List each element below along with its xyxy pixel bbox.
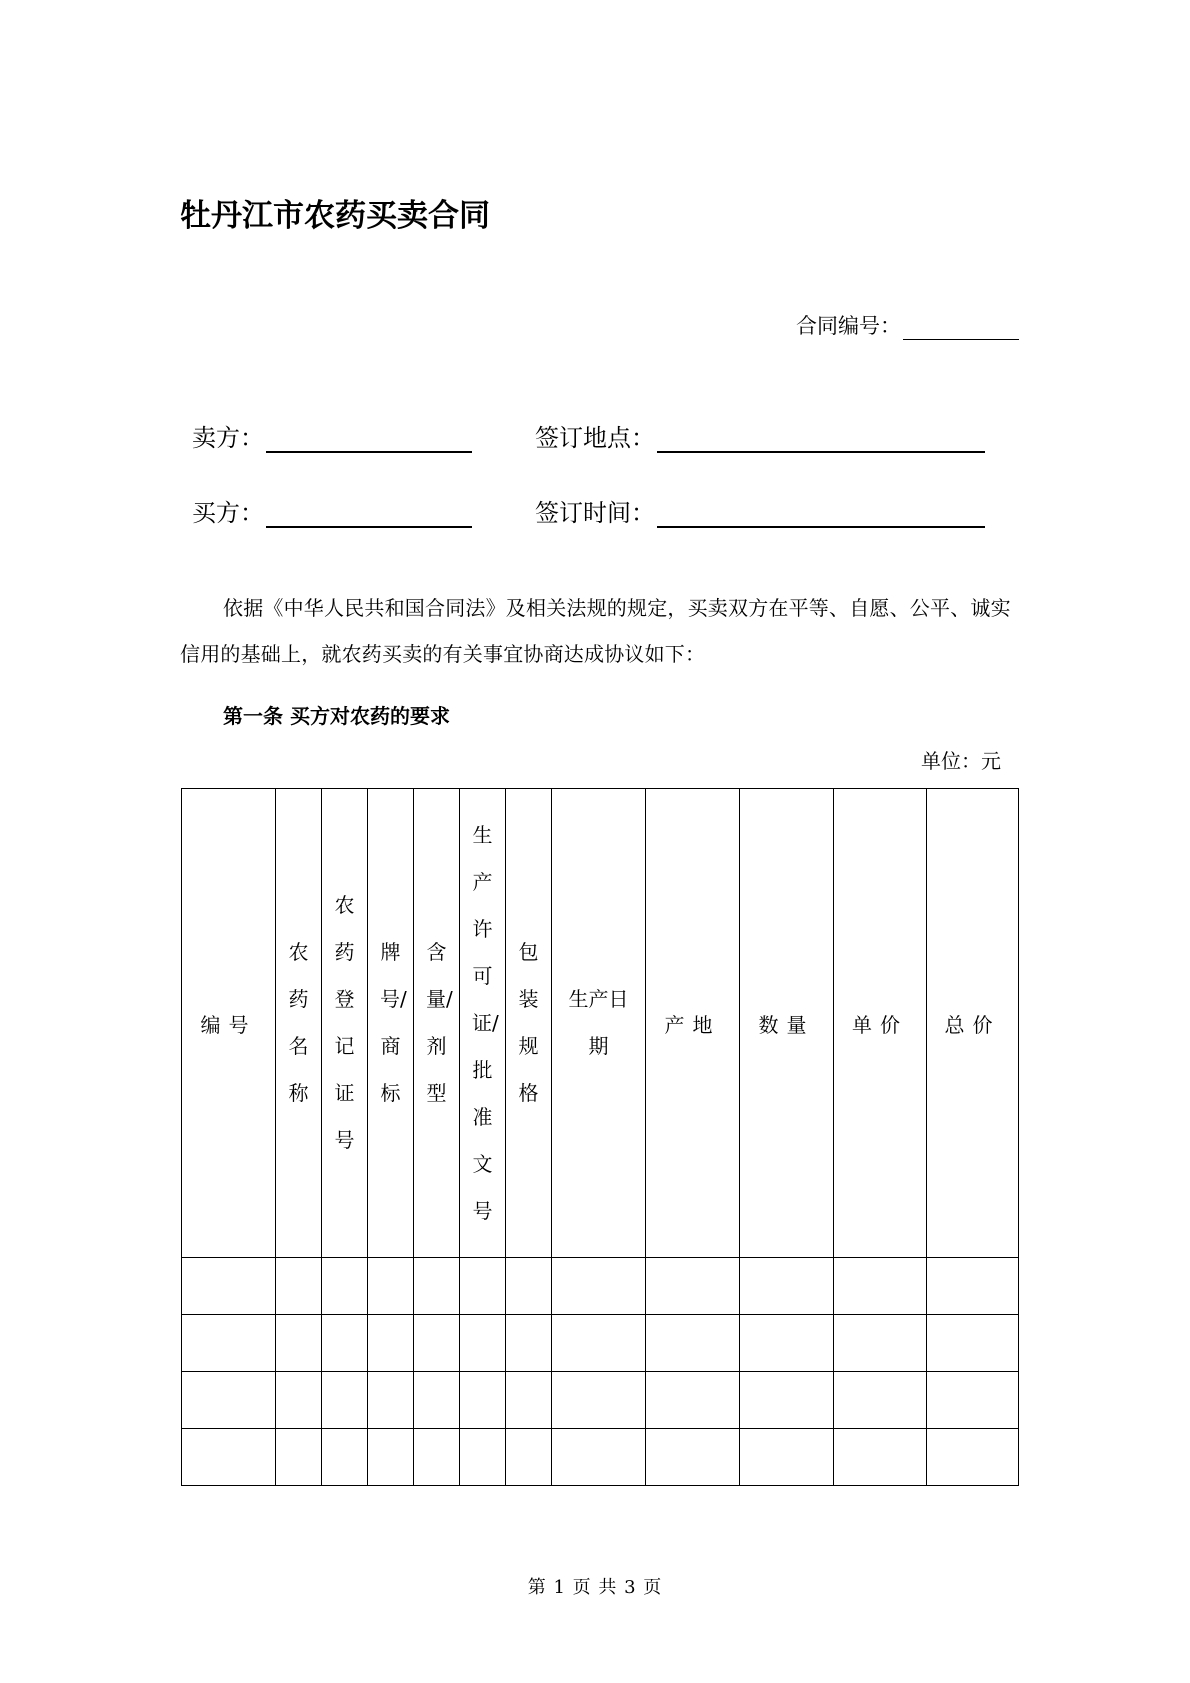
header-cell [368,789,414,1258]
article-1-heading: 第一条 买方对农药的要求 [223,704,450,728]
table-cell[interactable] [414,1258,460,1315]
table-cell[interactable] [646,1429,740,1486]
document-title: 牡丹江市农药买卖合同 [180,198,490,234]
header-cell [414,789,460,1258]
table-cell[interactable] [927,1372,1019,1429]
header-text: 编号 [200,1012,257,1037]
header-text: 牌号/商标 [380,940,407,1105]
table-cell[interactable] [927,1258,1019,1315]
header-cell [552,789,646,1258]
table-cell[interactable] [927,1315,1019,1372]
signing-time-field [535,493,985,528]
seller-label: 卖方： [192,424,264,452]
signing-place-field [535,418,985,453]
contract-number-label: 合同编号： [796,314,901,338]
table-cell[interactable] [506,1315,552,1372]
table-cell[interactable] [740,1258,834,1315]
signing-time-blank[interactable] [657,498,985,528]
header-text: 产地 [664,1012,721,1037]
table-cell[interactable] [646,1258,740,1315]
table-cell[interactable] [740,1372,834,1429]
seller-blank[interactable] [266,423,472,453]
pesticide-requirements-table [181,788,1019,1486]
header-cell [322,789,368,1258]
seller-field [192,418,472,453]
table-cell[interactable] [506,1372,552,1429]
table-cell[interactable] [182,1429,276,1486]
table-cell[interactable] [834,1429,927,1486]
table-cell[interactable] [646,1372,740,1429]
header-cell [834,789,927,1258]
page-footer: 第 1 页 共 3 页 [527,1577,663,1598]
table-row [182,1372,1019,1429]
buyer-blank[interactable] [266,498,472,528]
table-cell[interactable] [414,1372,460,1429]
table-cell[interactable] [182,1372,276,1429]
header-cell [182,789,276,1258]
table-row [182,1315,1019,1372]
table-cell[interactable] [322,1258,368,1315]
table-cell[interactable] [276,1372,322,1429]
header-text: 农药登记证号 [334,893,355,1152]
table-cell[interactable] [276,1315,322,1372]
signing-place-label: 签订地点： [535,424,655,452]
table-cell[interactable] [368,1372,414,1429]
table-cell[interactable] [322,1372,368,1429]
header-cell [460,789,506,1258]
table-cell[interactable] [740,1315,834,1372]
table-body [182,1258,1019,1486]
buyer-label: 买方： [192,499,264,527]
contract-number-field [796,310,1019,340]
table-cell[interactable] [927,1429,1019,1486]
table-cell[interactable] [414,1429,460,1486]
header-text: 数量 [758,1012,815,1037]
table-cell[interactable] [740,1429,834,1486]
table-cell[interactable] [322,1429,368,1486]
header-text: 总价 [944,1012,1001,1037]
contract-number-blank[interactable] [903,315,1019,340]
buyer-field [192,493,472,528]
table-cell[interactable] [182,1315,276,1372]
header-cell [506,789,552,1258]
table-cell[interactable] [460,1258,506,1315]
header-text: 生产日期 [568,987,629,1058]
header-cell [927,789,1019,1258]
table-cell[interactable] [460,1429,506,1486]
header-text: 生产许可证/批准文号 [472,822,499,1223]
table-row [182,1429,1019,1486]
header-text: 单价 [852,1012,908,1037]
table-cell[interactable] [506,1258,552,1315]
table-cell[interactable] [552,1258,646,1315]
intro-paragraph: 依据《中华人民共和国合同法》及相关法规的规定，买卖双方在平等、自愿、公平、诚实信用的基础上，就农药买卖的有关事宜协商达成协议如下： [180,596,1011,666]
signing-time-label: 签订时间： [535,499,655,527]
table-cell[interactable] [322,1315,368,1372]
table-cell[interactable] [414,1315,460,1372]
table-cell[interactable] [646,1315,740,1372]
header-text: 含量/剂型 [426,940,453,1105]
table-cell[interactable] [834,1315,927,1372]
table-cell[interactable] [460,1372,506,1429]
table-cell[interactable] [552,1372,646,1429]
table-cell[interactable] [276,1429,322,1486]
table-cell[interactable] [368,1315,414,1372]
table-cell[interactable] [368,1258,414,1315]
header-text: 包装规格 [518,940,539,1105]
table-cell[interactable] [834,1258,927,1315]
header-text: 农药名称 [288,940,309,1105]
table-cell[interactable] [834,1372,927,1429]
signing-place-blank[interactable] [657,423,985,453]
table-cell[interactable] [182,1258,276,1315]
table-cell[interactable] [460,1315,506,1372]
header-cell [646,789,740,1258]
table-cell[interactable] [506,1429,552,1486]
table-cell[interactable] [368,1429,414,1486]
table-cell[interactable] [552,1429,646,1486]
table-cell[interactable] [276,1258,322,1315]
table-cell[interactable] [552,1315,646,1372]
header-cell [740,789,834,1258]
table-row [182,1258,1019,1315]
header-cell [276,789,322,1258]
table-header-row [182,789,1019,1258]
unit-label: 单位：元 [921,749,1001,773]
